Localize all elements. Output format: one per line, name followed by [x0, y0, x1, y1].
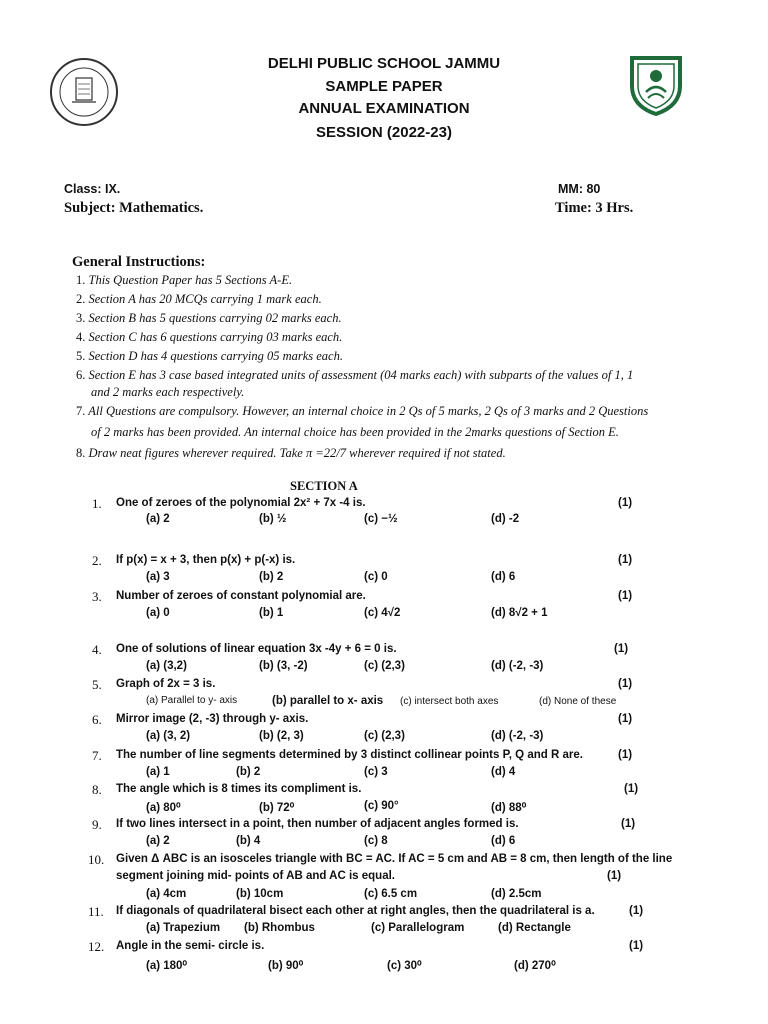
- option-d: (d) (-2, -3): [491, 660, 544, 672]
- question-marks: (1): [618, 678, 633, 690]
- school-name: DELHI PUBLIC SCHOOL JAMMU: [267, 55, 501, 72]
- instruction-item: 1. This Question Paper has 5 Sections A-E.: [76, 273, 293, 287]
- question-marks: (1): [607, 870, 622, 882]
- question-text: The number of line segments determined by 3 distinct collinear points P, Q and R are.: [116, 749, 583, 761]
- question-text: Given Δ ABC is an isosceles triangle with BC = AC. If AC = 5 cm and AB = 8 cm, then length of the line: [116, 853, 673, 865]
- option-c: (c) 3: [364, 766, 388, 778]
- option-b: (b) 4: [236, 835, 261, 847]
- instruction-item: 3. Section B has 5 questions carrying 02 marks each.: [76, 311, 342, 325]
- dps-school-logo: [624, 52, 688, 116]
- option-c: (c) −½: [364, 513, 398, 525]
- class-label: Class: IX.: [64, 182, 121, 196]
- option-d: (d) 270⁰: [514, 960, 556, 972]
- option-b: (b) 2: [259, 571, 284, 583]
- option-b: (b) 1: [259, 607, 284, 619]
- question-text-continued: segment joining mid- points of AB and AC is equal.: [116, 870, 395, 882]
- option-b: (b) (2, 3): [259, 730, 304, 742]
- question-number: 11.: [88, 904, 104, 919]
- option-a: (a) 2: [146, 835, 170, 847]
- question-marks: (1): [624, 783, 639, 795]
- option-b: (b) 72⁰: [259, 802, 295, 814]
- section-title: SECTION A: [290, 479, 358, 493]
- option-c: (c) Parallelogram: [371, 922, 465, 934]
- option-c: (c) 8: [364, 835, 388, 847]
- option-c: (c) 4√2: [364, 607, 401, 619]
- option-a: (a) Parallel to y- axis: [146, 695, 238, 706]
- option-b: (b) (3, -2): [259, 660, 308, 672]
- option-b: (b) 90⁰: [268, 960, 304, 972]
- instruction-item-continued: of 2 marks has been provided. An internal choice has been provided in the 2marks questions of Section E.: [91, 425, 619, 439]
- instruction-item: 6. Section E has 3 case based integrated units of assessment (04 marks each) with subparts of the values of 1, 1: [76, 368, 634, 382]
- option-a: (a) 4cm: [146, 888, 187, 900]
- option-c: (c) (2,3): [364, 730, 405, 742]
- instruction-item: 7. All Questions are compulsory. However, an internal choice in 2 Qs of 5 marks, 2 Qs of 3 marks and 2 Questions: [76, 404, 649, 418]
- option-d: (d) 4: [491, 766, 516, 778]
- question-text: Mirror image (2, -3) through y- axis.: [116, 713, 309, 725]
- option-d: (d) Rectangle: [498, 922, 571, 934]
- instructions-title: General Instructions:: [72, 254, 206, 270]
- option-a: (a) 3: [146, 571, 170, 583]
- question-marks: (1): [618, 497, 633, 509]
- option-a: (a) (3, 2): [146, 730, 191, 742]
- instructions-list: [76, 272, 726, 462]
- instruction-item: 4. Section C has 6 questions carrying 03 marks each.: [76, 330, 343, 344]
- option-c: (c) 90°: [364, 800, 399, 812]
- option-a: (a) 2: [146, 513, 170, 525]
- option-d: (d) 6: [491, 835, 516, 847]
- question-number: 5.: [92, 677, 102, 692]
- instruction-item: 8. Draw neat figures wherever required. Take π =22/7 wherever required if not stated.: [76, 446, 506, 460]
- question-number: 4.: [92, 642, 102, 657]
- question-text: One of solutions of linear equation 3x -4y + 6 = 0 is.: [116, 643, 397, 655]
- question-marks: (1): [618, 713, 633, 725]
- cbse-emblem-logo: [48, 56, 120, 128]
- paper-title: SAMPLE PAPER: [325, 78, 443, 95]
- instruction-item: 5. Section D has 4 questions carrying 05 marks each.: [76, 349, 343, 363]
- question-text: One of zeroes of the polynomial 2x² + 7x -4 is.: [116, 497, 366, 509]
- instruction-item-continued: and 2 marks each respectively.: [91, 385, 245, 399]
- option-b: (b) 2: [236, 766, 261, 778]
- question-number: 8.: [92, 782, 102, 797]
- question-marks: (1): [614, 643, 629, 655]
- option-b: (b) 10cm: [236, 888, 284, 900]
- option-a: (a) 0: [146, 607, 170, 619]
- option-b: (b) parallel to x- axis: [272, 695, 384, 707]
- option-c: (c) (2,3): [364, 660, 405, 672]
- question-text: The angle which is 8 times its compliment is.: [116, 783, 362, 795]
- max-marks: MM: 80: [558, 182, 601, 196]
- question-number: 12.: [88, 939, 105, 954]
- option-a: (a) 80⁰: [146, 802, 181, 814]
- option-d: (d) (-2, -3): [491, 730, 544, 742]
- question-number: 1.: [92, 496, 102, 511]
- option-d: (d) None of these: [539, 696, 617, 707]
- question-text: Graph of 2x = 3 is.: [116, 678, 216, 690]
- question-number: 3.: [92, 589, 102, 604]
- question-marks: (1): [629, 905, 644, 917]
- question-marks: (1): [618, 749, 633, 761]
- option-d: (d) 6: [491, 571, 516, 583]
- question-text: Number of zeroes of constant polynomial are.: [116, 590, 366, 602]
- question-number: 7.: [92, 748, 102, 763]
- session-title: SESSION (2022-23): [316, 124, 452, 141]
- question-number: 2.: [92, 553, 102, 568]
- question-number: 10.: [88, 852, 105, 867]
- question-number: 6.: [92, 712, 102, 727]
- option-a: (a) Trapezium: [146, 922, 221, 934]
- option-c: (c) 0: [364, 571, 388, 583]
- option-a: (a) 1: [146, 766, 170, 778]
- option-c: (c) 6.5 cm: [364, 888, 418, 900]
- question-marks: (1): [618, 590, 633, 602]
- time-label: Time: 3 Hrs.: [555, 200, 634, 216]
- question-text: If p(x) = x + 3, then p(x) + p(-x) is.: [116, 554, 296, 566]
- option-a: (a) 180⁰: [146, 960, 188, 972]
- exam-title: ANNUAL EXAMINATION: [298, 100, 470, 117]
- question-marks: (1): [629, 940, 644, 952]
- option-d: (d) 88⁰: [491, 802, 527, 814]
- question-text: Angle in the semi- circle is.: [116, 940, 265, 952]
- option-d: (d) 8√2 + 1: [491, 607, 548, 619]
- question-marks: (1): [621, 818, 636, 830]
- option-b: (b) Rhombus: [244, 922, 315, 934]
- subject-label: Subject: Mathematics.: [64, 200, 204, 216]
- instruction-item: 2. Section A has 20 MCQs carrying 1 mark each.: [76, 292, 322, 306]
- option-d: (d) -2: [491, 513, 520, 525]
- question-number: 9.: [92, 817, 102, 832]
- question-marks: (1): [618, 554, 633, 566]
- option-c: (c) intersect both axes: [400, 696, 499, 707]
- option-b: (b) ½: [259, 513, 287, 525]
- option-c: (c) 30⁰: [387, 960, 422, 972]
- question-text: If two lines intersect in a point, then number of adjacent angles formed is.: [116, 818, 519, 830]
- option-a: (a) (3,2): [146, 660, 187, 672]
- question-text: If diagonals of quadrilateral bisect each other at right angles, then the quadrilateral is a.: [116, 905, 595, 917]
- option-d: (d) 2.5cm: [491, 888, 542, 900]
